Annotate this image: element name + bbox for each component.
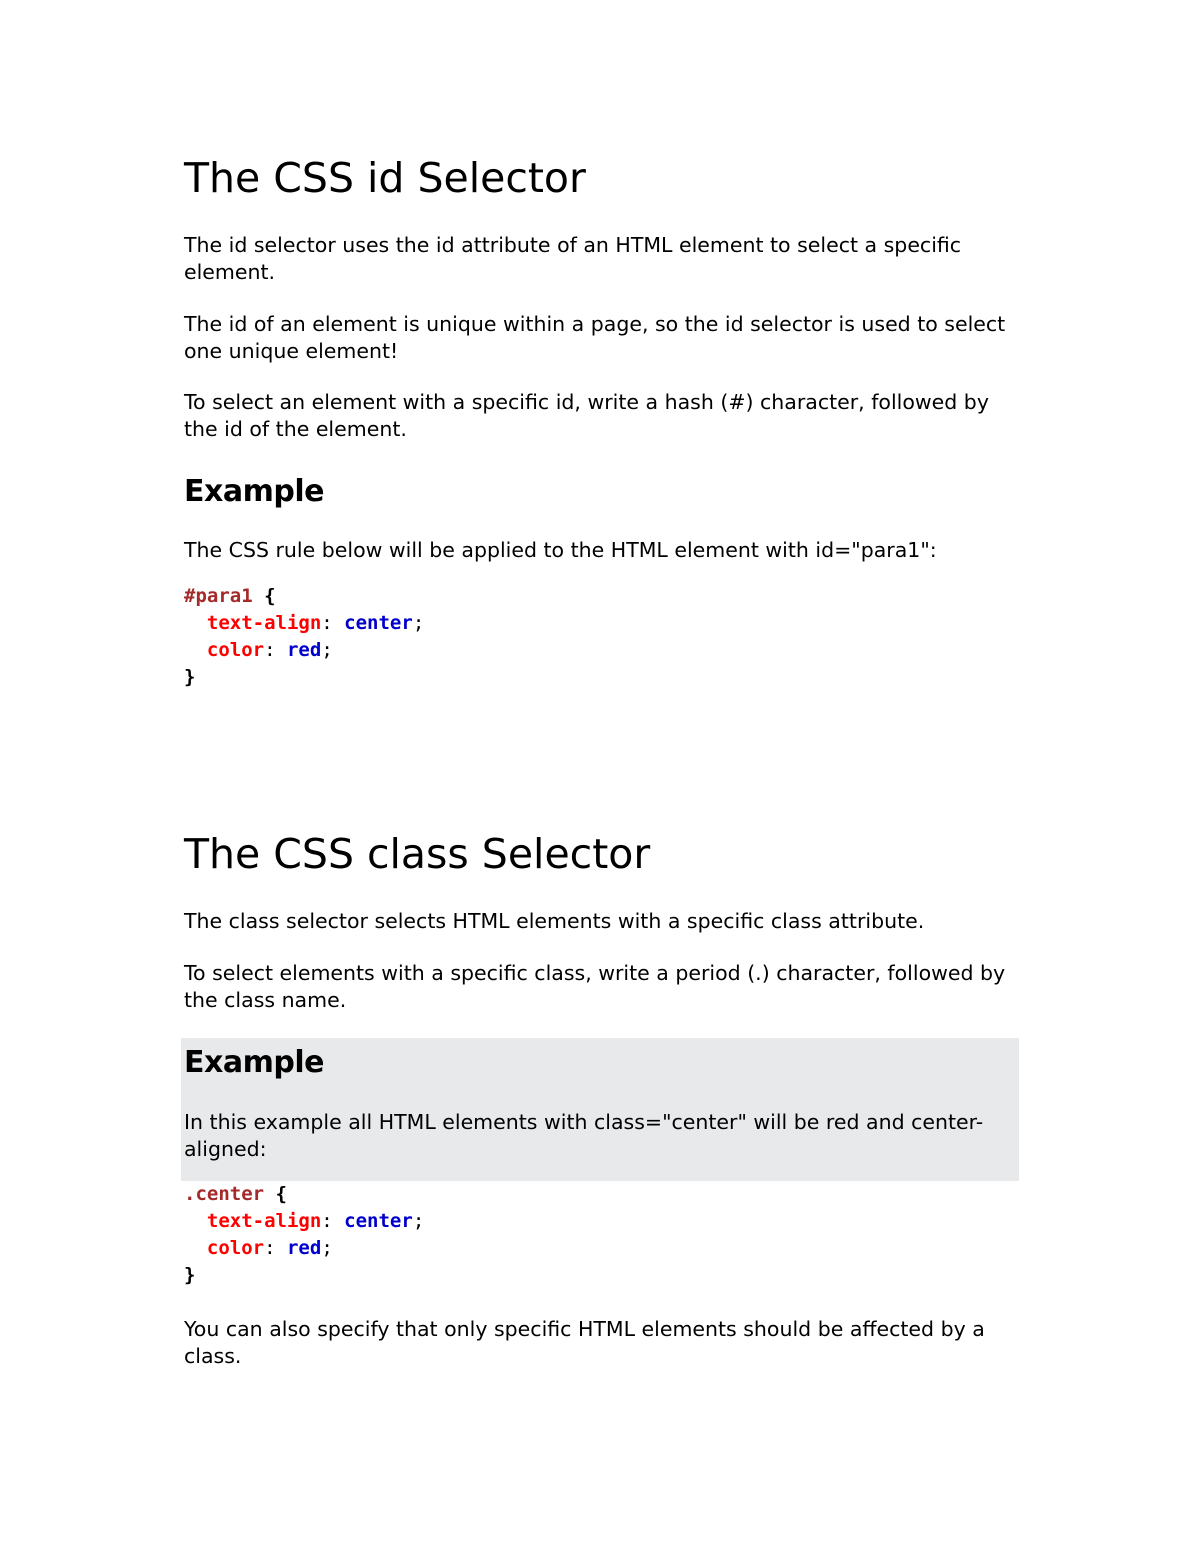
code-block-class: .center { text-align: center; color: red; } — [184, 1183, 425, 1286]
code-property: text-align — [206, 612, 322, 634]
code-open-brace: { — [275, 1183, 287, 1205]
page-title-class-selector: The CSS class Selector — [184, 830, 651, 878]
class-period-description: To select elements with a specific class, write a period (.) character, followed by the class name. — [184, 961, 1006, 1012]
code-property: color — [206, 1237, 265, 1259]
class-selector-description: The class selector selects HTML elements with a specific class attribute. — [184, 909, 925, 933]
example-text-class: In this example all HTML elements with class="center" will be red and center-aligned: — [184, 1110, 984, 1161]
example-text-id: The CSS rule below will be applied to the HTML element with id="para1": — [184, 538, 937, 562]
code-property: color — [206, 639, 265, 661]
id-unique-description: The id of an element is unique within a page, so the id selector is used to select one unique element! — [184, 312, 1006, 363]
example-heading-id: Example — [184, 474, 324, 509]
code-value: center — [344, 612, 413, 634]
code-value: red — [286, 639, 322, 661]
code-value: center — [344, 1210, 413, 1232]
code-selector: #para1 — [184, 585, 253, 607]
code-block-id: #para1 { text-align: center; color: red; } — [184, 585, 425, 688]
id-hash-description: To select an element with a specific id, write a hash (#) character, followed by the id of the element. — [184, 390, 989, 441]
example-heading-class: Example — [184, 1045, 324, 1080]
class-specific-elements-description: You can also specify that only specific HTML elements should be affected by a class. — [184, 1317, 985, 1368]
code-close-brace: } — [184, 666, 196, 688]
code-property: text-align — [206, 1210, 322, 1232]
code-open-brace: { — [264, 585, 276, 607]
code-close-brace: } — [184, 1264, 196, 1286]
page-title-id-selector: The CSS id Selector — [184, 154, 586, 202]
id-selector-description: The id selector uses the id attribute of an HTML element to select a specific element. — [184, 233, 962, 284]
code-selector: .center — [184, 1183, 265, 1205]
code-value: red — [286, 1237, 322, 1259]
